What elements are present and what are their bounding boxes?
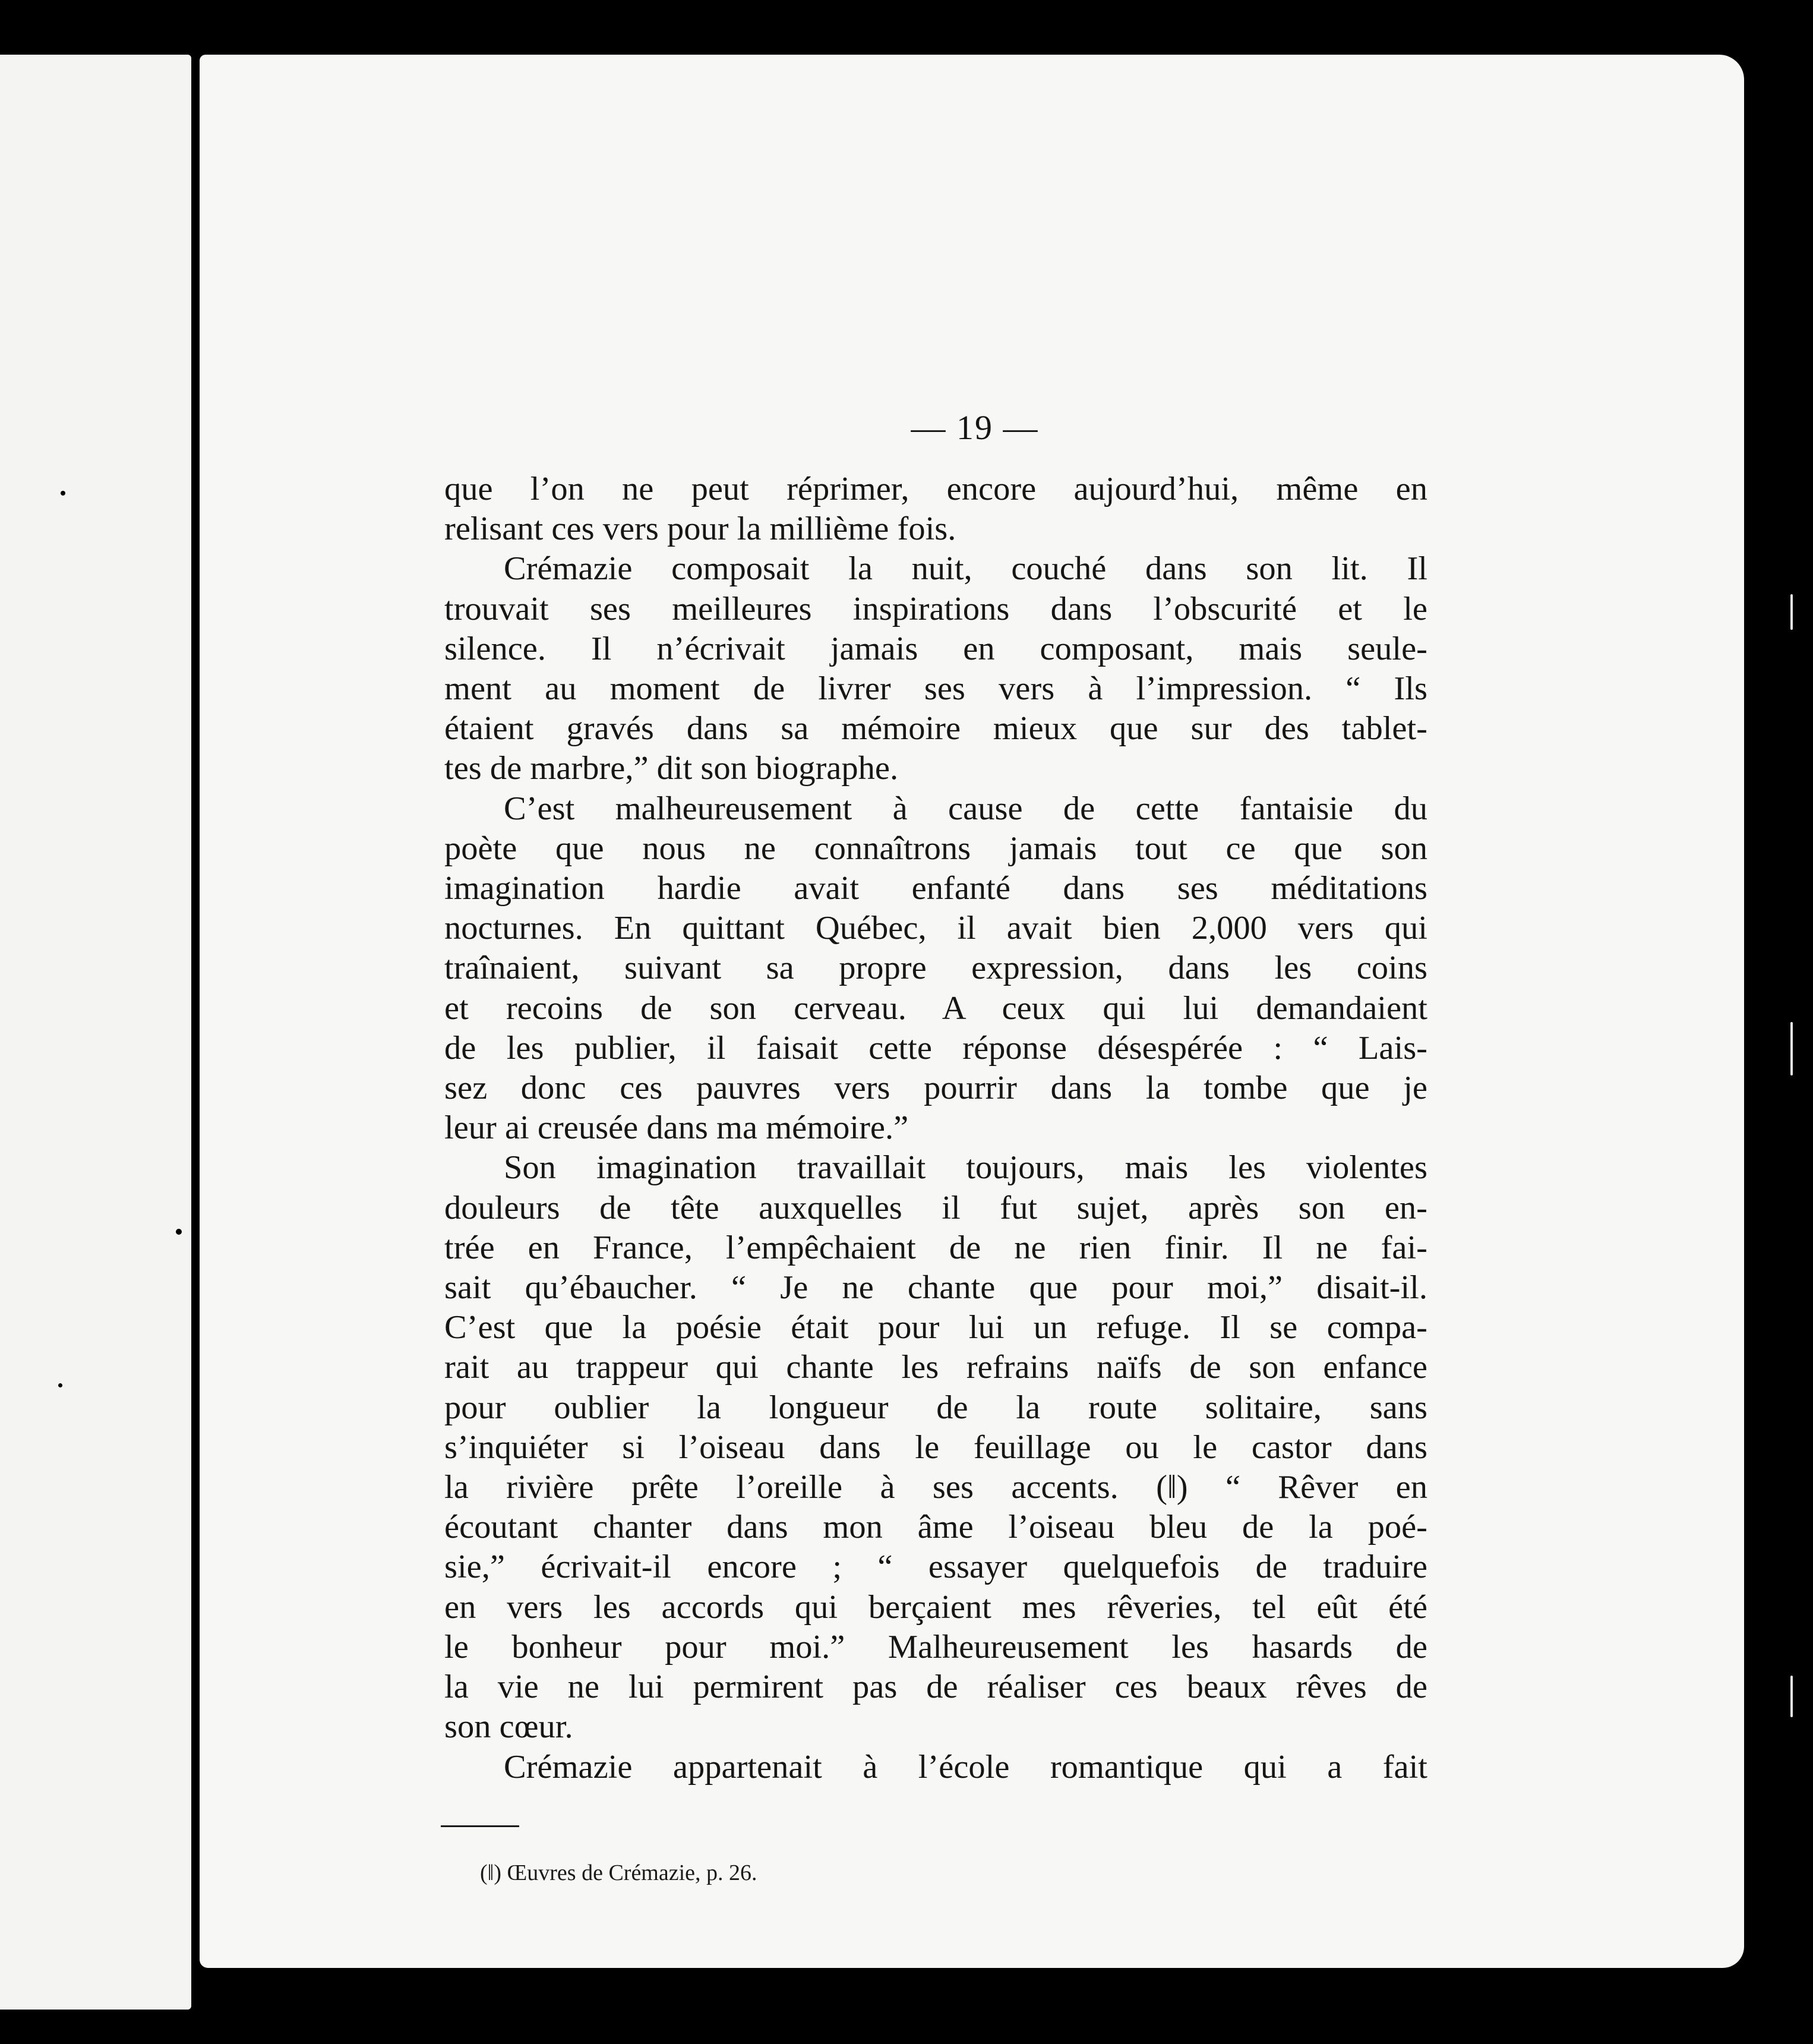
page-edge-mark xyxy=(1790,1022,1793,1075)
text-line: relisant ces vers pour la millième fois. xyxy=(444,510,956,548)
text-line: trouvait ses meilleures inspirations dans l’obscurité et le xyxy=(444,590,1427,627)
scan-speck xyxy=(61,491,65,496)
text-line: nocturnes. En quittant Québec, il avait bien 2,000 vers qui xyxy=(444,910,1427,947)
text-line: étaient gravés dans sa mémoire mieux que sur des tablet- xyxy=(444,710,1427,747)
paragraph xyxy=(444,469,1427,549)
paragraph xyxy=(444,789,1427,1149)
paragraph xyxy=(444,549,1427,788)
text-line: de les publier, il faisait cette réponse désespérée : “ Lais- xyxy=(444,1029,1427,1067)
text-line: tes de marbre,” dit son biographe. xyxy=(444,750,899,787)
page-edge-mark xyxy=(1790,594,1793,630)
text-line: sez donc ces pauvres vers pourrir dans la tombe que je xyxy=(444,1070,1427,1107)
text-line: la vie ne lui permirent pas de réaliser ces beaux rêves de xyxy=(444,1668,1427,1706)
text-line: Son imagination travaillait toujours, mais les violentes xyxy=(504,1149,1427,1187)
scan-speck xyxy=(176,1229,182,1235)
text-line: rait au trappeur qui chante les refrains naïfs de son enfance xyxy=(444,1349,1427,1386)
text-line: poète que nous ne connaîtrons jamais tout ce que son xyxy=(444,829,1427,867)
text-line: ment au moment de livrer ses vers à l’impression. “ Ils xyxy=(444,670,1427,708)
text-line: s’inquiéter si l’oiseau dans le feuillage ou le castor dans xyxy=(444,1428,1427,1466)
text-line: Crémazie appartenait à l’école romantique qui a fait xyxy=(504,1748,1427,1786)
text-line: C’est que la poésie était pour lui un refuge. Il se compa- xyxy=(444,1309,1427,1346)
text-line: Crémazie composait la nuit, couché dans son lit. Il xyxy=(504,550,1427,588)
text-line: imagination hardie avait enfanté dans ses méditations xyxy=(444,870,1427,907)
footnote: (‖) Œuvres de Crémazie, p. 26. xyxy=(480,1860,757,1885)
text-line: C’est malheureusement à cause de cette fantaisie du xyxy=(504,790,1427,827)
text-line: silence. Il n’écrivait jamais en composant, mais seule- xyxy=(444,630,1427,667)
text-line: le bonheur pour moi.” Malheureusement les hasards de xyxy=(444,1628,1427,1666)
text-line: sait qu’ébaucher. “ Je ne chante que pour moi,” disait-il. xyxy=(444,1269,1427,1307)
text-line: son cœur. xyxy=(444,1708,573,1746)
text-line: que l’on ne peut réprimer, encore aujourd’hui, même en xyxy=(444,471,1427,507)
paragraph xyxy=(444,1748,1427,1787)
text-line: traînaient, suivant sa propre expression, dans les coins xyxy=(444,950,1427,987)
text-line: la rivière prête l’oreille à ses accents. (‖) “ Rêver en xyxy=(444,1469,1427,1506)
text-line: trée en France, l’empêchaient de ne rien finir. Il ne fai- xyxy=(444,1229,1427,1266)
text-line: sie,” écrivait-il encore ; “ essayer quelquefois de traduire xyxy=(444,1548,1427,1586)
text-line: écoutant chanter dans mon âme l’oiseau bleu de la poé- xyxy=(444,1509,1427,1546)
footnote-rule xyxy=(441,1825,519,1827)
page-number: — 19 — xyxy=(911,408,1039,447)
text-line: en vers les accords qui berçaient mes rêveries, tel eût été xyxy=(444,1588,1427,1626)
scan-speck xyxy=(58,1383,62,1387)
facing-page-left xyxy=(0,55,191,2010)
text-line: leur ai creusée dans ma mémoire.” xyxy=(444,1109,909,1147)
page-edge-mark xyxy=(1790,1676,1793,1717)
text-line: pour oublier la longueur de la route solitaire, sans xyxy=(444,1389,1427,1426)
text-line: douleurs de tête auxquelles il fut sujet, après son en- xyxy=(444,1189,1427,1226)
body-text xyxy=(444,469,1427,1787)
text-line: et recoins de son cerveau. A ceux qui lui demandaient xyxy=(444,989,1427,1027)
paragraph xyxy=(444,1148,1427,1747)
